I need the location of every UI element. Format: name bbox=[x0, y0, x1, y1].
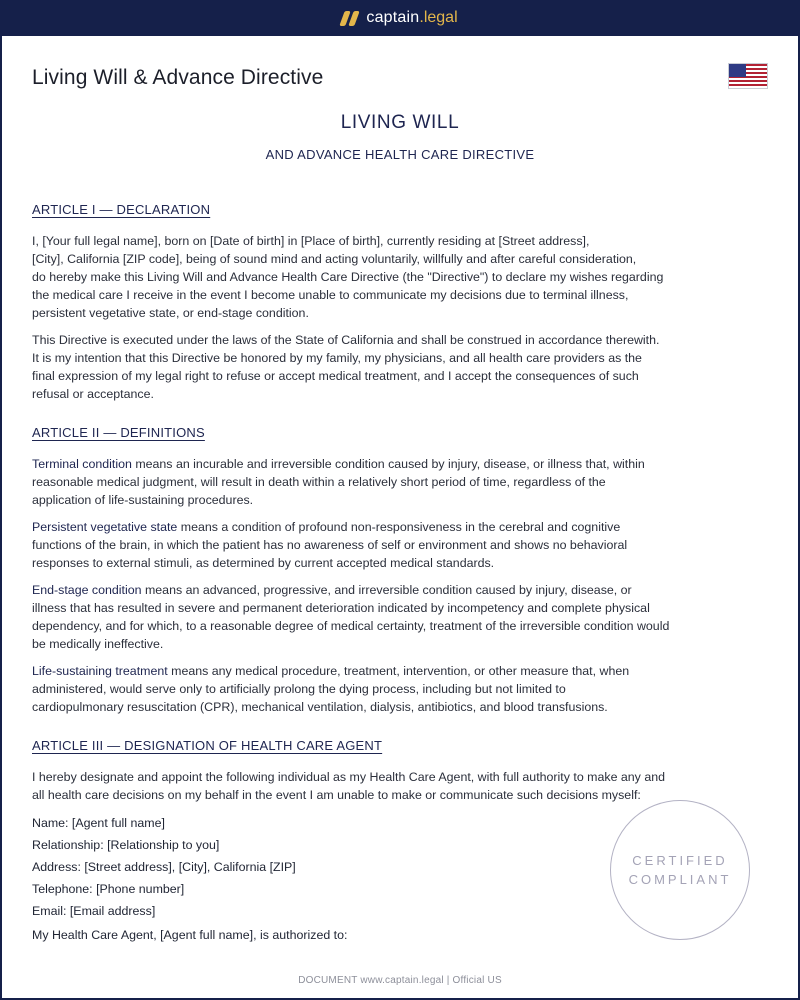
definition-term: Persistent vegetative state bbox=[32, 520, 178, 534]
text-line: It is my intention that this Directive be honored by my family, my physicians, and all health care providers as the bbox=[32, 351, 642, 365]
text-line: administered, would serve only to artificially prolong the dying process, including but not limited to bbox=[32, 682, 566, 696]
agent-email-field: Email: [Email address] bbox=[32, 904, 156, 918]
certified-compliant-stamp bbox=[610, 800, 750, 940]
text-line: all health care decisions on my behalf in the event I am unable to make or communicate such decisions myself: bbox=[32, 788, 641, 802]
page-footer: DOCUMENT www.captain.legal | Official US bbox=[298, 975, 502, 986]
text-line: do hereby make this Living Will and Advance Health Care Directive (the "Directive") to declare my wishes regarding bbox=[32, 270, 664, 284]
document-header bbox=[32, 66, 768, 96]
text-line: means a condition of profound non-responsiveness in the cerebral and cognitive bbox=[177, 520, 621, 534]
definition-life-sustaining-treatment bbox=[32, 662, 748, 716]
text-line: I, [Your full legal name], born on [Date of birth] in [Place of birth], currently residing at [Street address], bbox=[32, 234, 590, 248]
text-line: be medically ineffective. bbox=[32, 637, 164, 651]
definition-term: Terminal condition bbox=[32, 457, 132, 471]
top-bar bbox=[0, 0, 800, 36]
text-line: [City], California [ZIP code], being of sound mind and acting voluntarily, willfully and after careful consideration, bbox=[32, 252, 637, 266]
definition-term: Life-sustaining treatment bbox=[32, 664, 168, 678]
agent-name-field: Name: [Agent full name] bbox=[32, 816, 165, 830]
article-1-paragraph-1 bbox=[32, 232, 748, 322]
agent-relationship-field: Relationship: [Relationship to you] bbox=[32, 838, 220, 852]
agent-telephone-field: Telephone: [Phone number] bbox=[32, 882, 185, 896]
article-3-heading: ARTICLE III — DESIGNATION OF HEALTH CARE AGENT bbox=[32, 738, 383, 753]
text-line: means an advanced, progressive, and irreversible condition caused by injury, disease, or bbox=[141, 583, 632, 597]
definition-end-stage-condition bbox=[32, 581, 748, 653]
agent-authority-line: My Health Care Agent, [Agent full name], is authorized to: bbox=[32, 928, 348, 942]
text-line: dependency, and for which, to a reasonable degree of medical certainty, treatment of the irreversible condition would bbox=[32, 619, 670, 633]
us-flag-icon bbox=[728, 63, 768, 89]
document-header-title: Living Will & Advance Directive bbox=[32, 66, 324, 89]
text-line: persistent vegetative state, or end-stage condition. bbox=[32, 306, 309, 320]
text-line: application of life-sustaining procedures. bbox=[32, 493, 254, 507]
stamp-line: COMPLIANT bbox=[628, 872, 732, 887]
agent-address-field: Address: [Street address], [City], California [ZIP] bbox=[32, 860, 296, 874]
text-line: reasonable medical judgment, will result in death within a relatively short period of time, regardless of the bbox=[32, 475, 606, 489]
definition-persistent-vegetative-state bbox=[32, 518, 748, 572]
text-line: I hereby designate and appoint the following individual as my Health Care Agent, with full authority to make any and bbox=[32, 770, 665, 784]
logo-mark-icon bbox=[342, 11, 357, 26]
text-line: illness that has resulted in severe and permanent deterioration indicated by incompetency and complete physical bbox=[32, 601, 650, 615]
text-line: functions of the brain, in which the patient has no awareness of self or environment and shows no behavioral bbox=[32, 538, 628, 552]
article-1-heading: ARTICLE I — DECLARATION bbox=[32, 202, 211, 217]
article-1-paragraph-2 bbox=[32, 331, 748, 403]
text-line: responses to external stimuli, as determined by current accepted medical standards. bbox=[32, 556, 495, 570]
article-3-intro bbox=[32, 768, 748, 804]
text-line: means any medical procedure, treatment, intervention, or other measure that, when bbox=[167, 664, 630, 678]
definition-terminal-condition bbox=[32, 455, 748, 509]
text-line: means an incurable and irreversible condition caused by injury, disease, or illness that, within bbox=[131, 457, 645, 471]
stamp-line: CERTIFIED bbox=[632, 853, 728, 868]
text-line: final expression of my legal right to refuse or accept medical treatment, and I accept the consequences of such bbox=[32, 369, 639, 383]
text-line: refusal or acceptance. bbox=[32, 387, 154, 401]
definition-term: End-stage condition bbox=[32, 583, 142, 597]
document-subtitle: AND ADVANCE HEALTH CARE DIRECTIVE bbox=[265, 147, 535, 162]
document-title: LIVING WILL bbox=[340, 112, 460, 133]
document-page bbox=[2, 36, 798, 998]
brand-logo-text[interactable]: captain.legal bbox=[366, 9, 458, 26]
text-line: cardiopulmonary resuscitation (CPR), mechanical ventilation, dialysis, antibiotics, and blood transfusions. bbox=[32, 700, 608, 714]
text-line: the medical care I receive in the event I become unable to communicate my decisions due to terminal illness, bbox=[32, 288, 629, 302]
article-2-heading: ARTICLE II — DEFINITIONS bbox=[32, 425, 205, 440]
text-line: This Directive is executed under the laws of the State of California and shall be construed in accordance therewith. bbox=[32, 333, 660, 347]
